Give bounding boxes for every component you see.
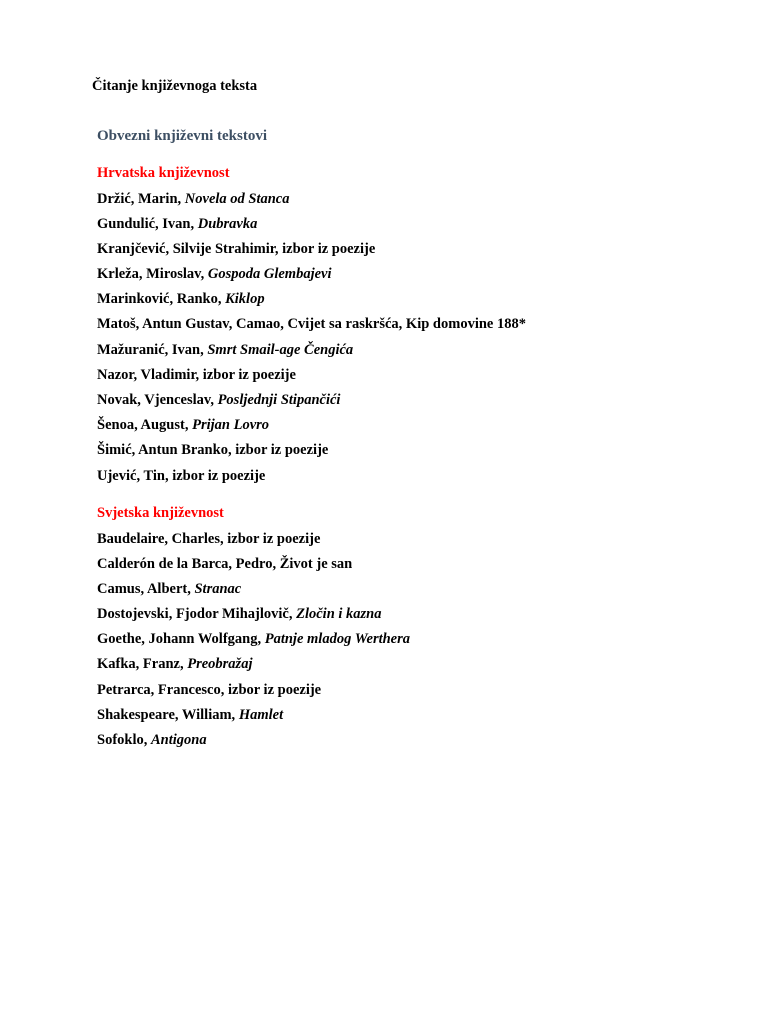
entry-work-title: Smrt Smail-age Čengića <box>207 341 354 358</box>
list-item <box>97 239 717 264</box>
entry-author: Kranjčević, Silvije Strahimir, izbor iz poezije <box>97 240 376 257</box>
entry-author: Novak, Vjenceslav, <box>97 392 218 408</box>
entry-author: Matoš, Antun Gustav, Camao, Cvijet sa raskršća, Kip domovine 188* <box>97 316 526 333</box>
entry-work-title: Stranac <box>194 580 242 597</box>
list-item <box>97 529 717 554</box>
list-item <box>97 189 717 214</box>
section-heading: Svjetska književnost <box>97 505 224 521</box>
list-item <box>97 466 717 491</box>
entry-list <box>97 189 717 491</box>
entry-author: Krleža, Miroslav, <box>97 266 208 283</box>
entry-list <box>97 529 717 756</box>
entry-author: Ujević, Tin, izbor iz poezije <box>97 467 266 484</box>
document-subtitle: Obvezni književni tekstovi <box>97 128 268 144</box>
entry-work-title: Novela od Stanca <box>184 190 290 207</box>
entry-work-title: Hamlet <box>238 706 284 723</box>
entry-author: Gundulić, Ivan, <box>97 215 198 232</box>
document-title: Čitanje književnoga teksta <box>92 78 258 94</box>
entry-work-title: Prijan Lovro <box>192 417 270 434</box>
entry-author: Šimić, Antun Branko, izbor iz poezije <box>97 442 329 459</box>
list-item <box>97 440 717 465</box>
entry-work-title: Antigona <box>151 732 207 748</box>
list-item <box>97 289 717 314</box>
entry-work-title: Gospoda Glembajevi <box>207 266 332 283</box>
entry-author: Calderón de la Barca, Pedro, Život je san <box>97 555 353 572</box>
entry-author: Goethe, Johann Wolfgang, <box>97 631 265 648</box>
entry-author: Baudelaire, Charles, izbor iz poezije <box>97 530 321 547</box>
section-heading: Hrvatska književnost <box>97 165 230 181</box>
list-item <box>97 214 717 239</box>
list-item <box>97 554 717 579</box>
entry-author: Dostojevski, Fjodor Mihajlovič, <box>97 606 297 623</box>
entry-author: Camus, Albert, <box>97 580 195 597</box>
section-world-literature <box>97 503 717 755</box>
entry-author: Nazor, Vladimir, izbor iz poezije <box>97 366 296 383</box>
list-item <box>97 390 717 415</box>
entry-work-title: Posljednji Stipančići <box>217 392 341 408</box>
list-item <box>97 629 717 654</box>
section-croatian-literature <box>97 163 717 491</box>
entry-work-title: Zločin i kazna <box>296 606 382 623</box>
entry-work-title: Dubravka <box>197 215 258 232</box>
list-item <box>97 730 717 755</box>
entry-author: Kafka, Franz, <box>97 656 188 673</box>
entry-author: Shakespeare, William, <box>97 706 239 723</box>
entry-work-title: Preobražaj <box>187 656 253 673</box>
entry-author: Držić, Marin, <box>97 190 185 207</box>
entry-work-title: Patnje mladog Werthera <box>264 631 411 648</box>
entry-work-title: Kiklop <box>225 291 265 308</box>
entry-author: Sofoklo, <box>97 732 151 748</box>
list-item <box>97 340 717 365</box>
list-item <box>97 415 717 440</box>
list-item <box>97 654 717 679</box>
entry-author: Marinković, Ranko, <box>97 291 226 308</box>
entry-author: Petrarca, Francesco, izbor iz poezije <box>97 681 322 698</box>
list-item <box>97 264 717 289</box>
list-item <box>97 314 717 339</box>
list-item <box>97 705 717 730</box>
entry-author: Mažuranić, Ivan, <box>97 341 208 358</box>
list-item <box>97 365 717 390</box>
entry-author: Šenoa, August, <box>97 417 193 434</box>
list-item <box>97 604 717 629</box>
list-item <box>97 680 717 705</box>
list-item <box>97 579 717 604</box>
